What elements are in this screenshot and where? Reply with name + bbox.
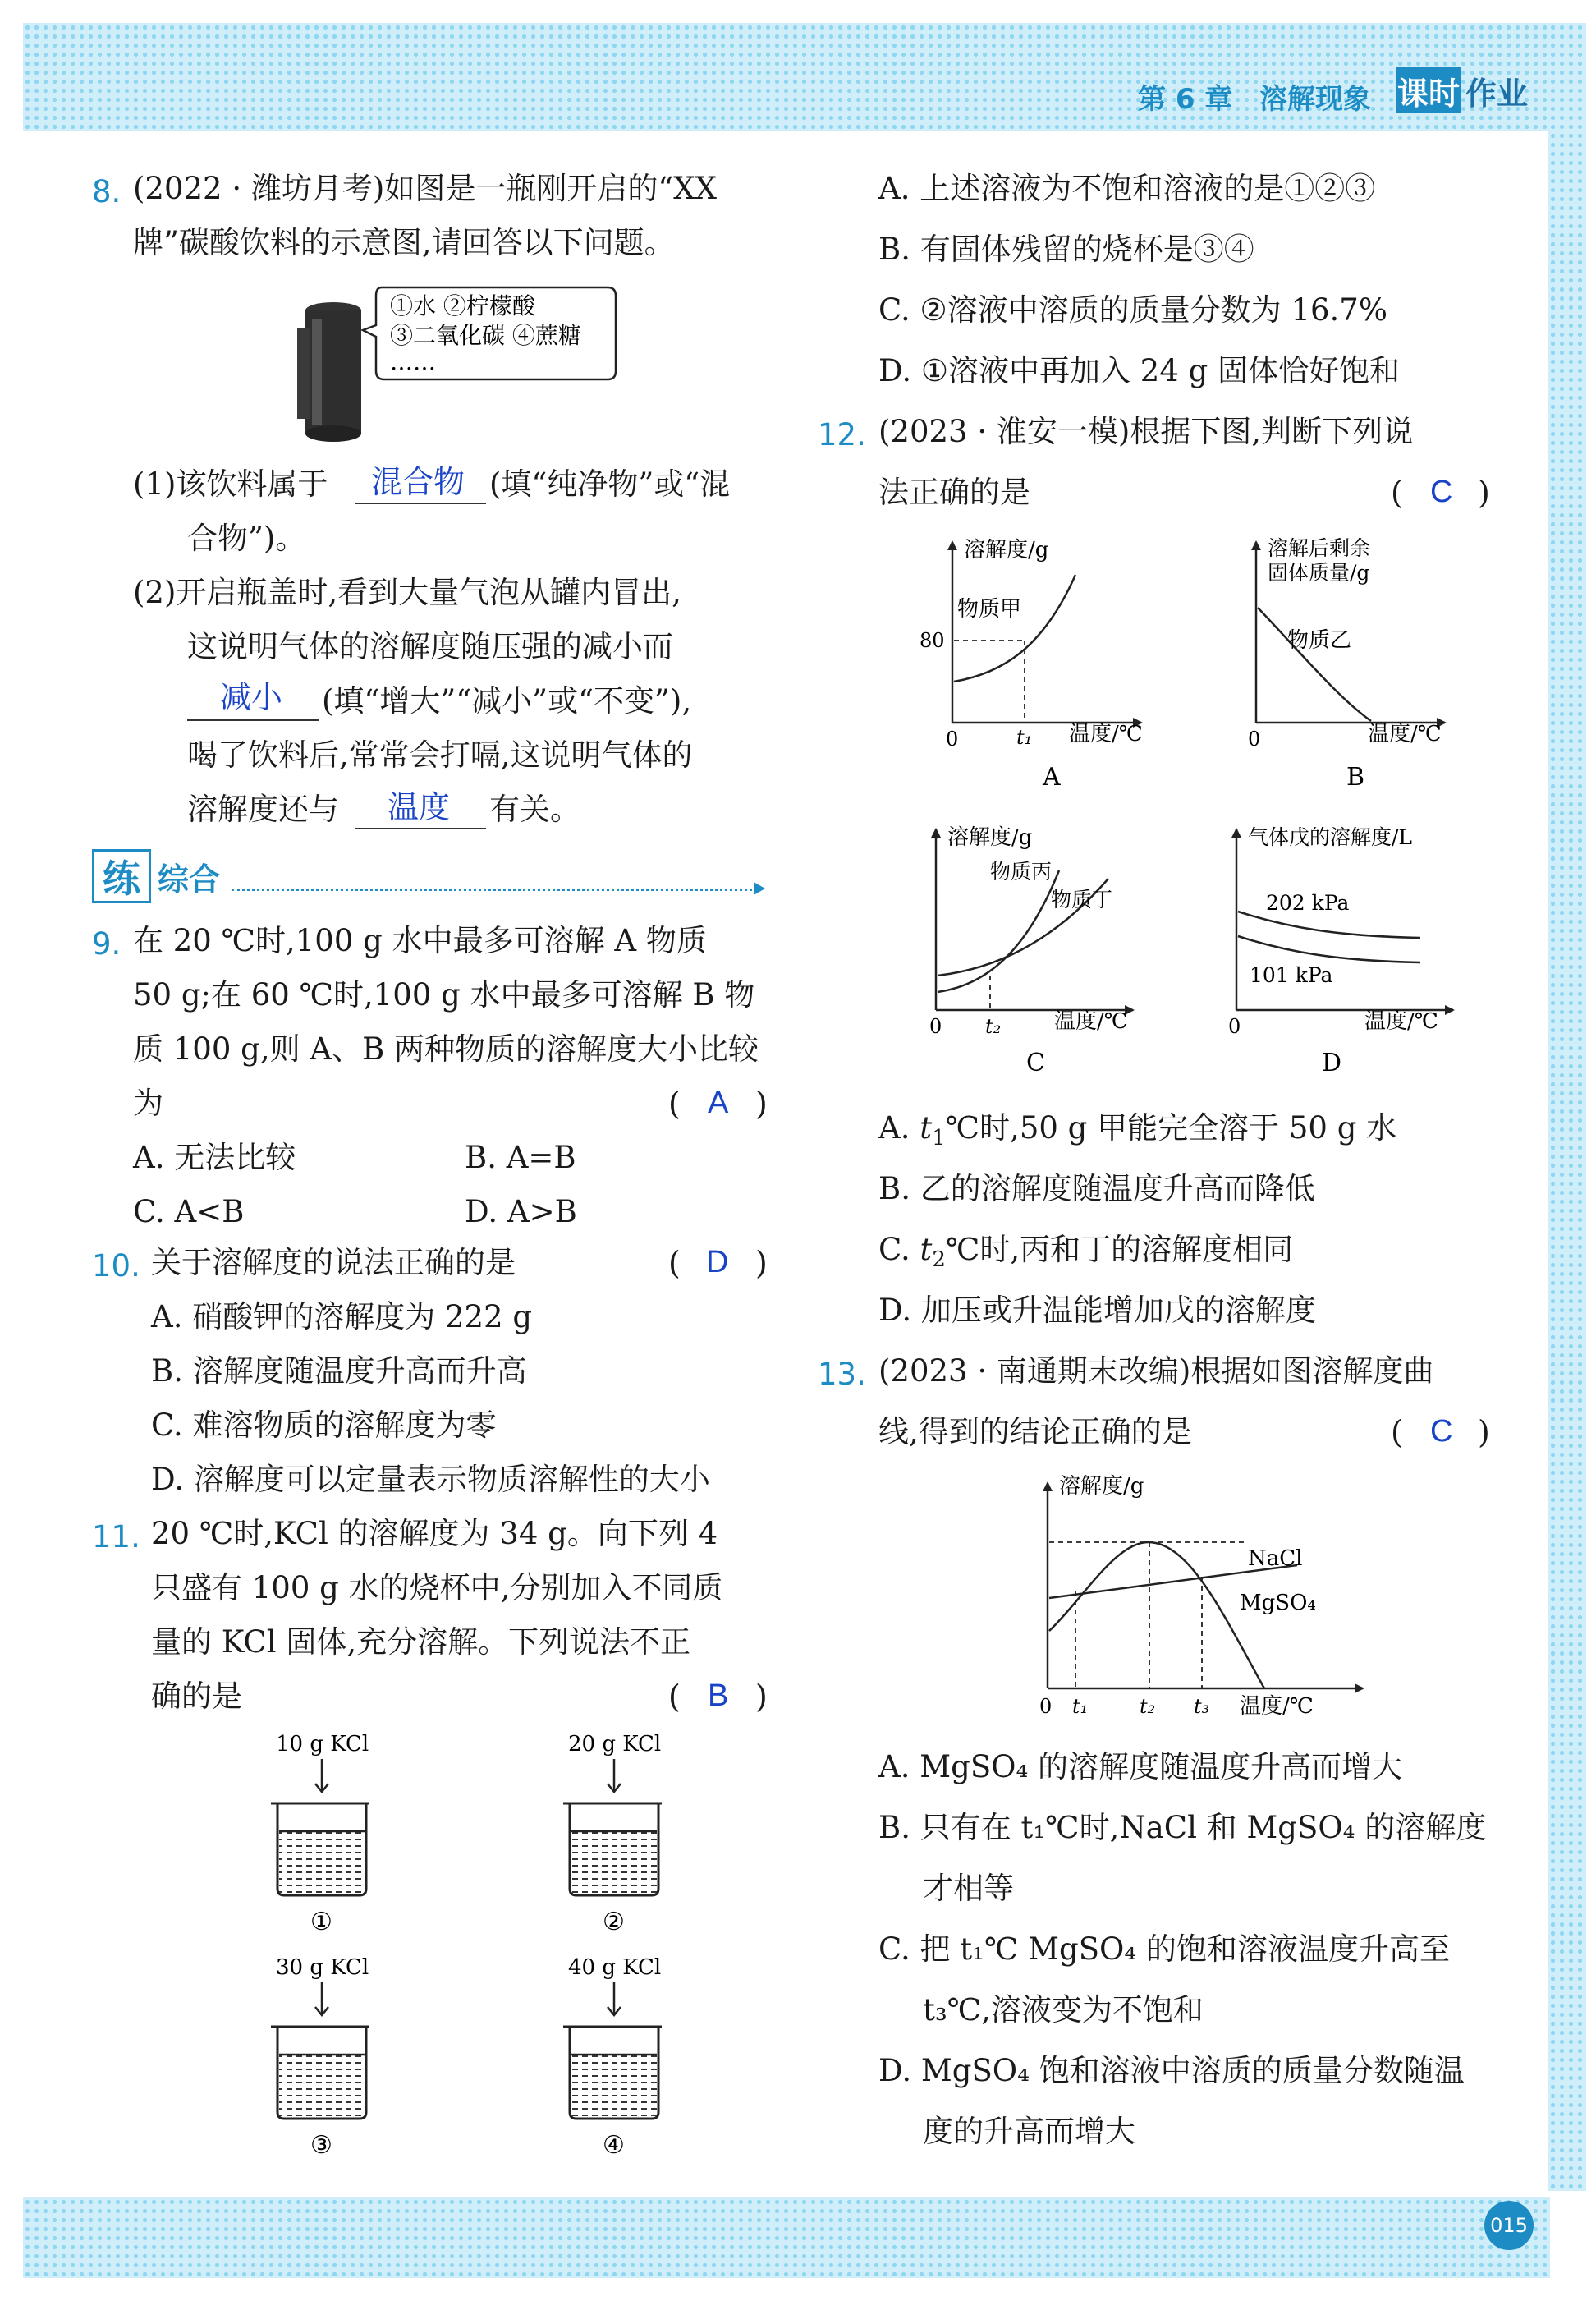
q8-p2-answer1: 减小 (220, 681, 283, 715)
practice-label: 综合 (158, 861, 221, 898)
q9-answer: A (708, 1086, 729, 1120)
q12-option-d: D. 加压或升温能增加戊的溶解度 (878, 1293, 1316, 1328)
graph-a-t1: t₁ (1016, 726, 1033, 749)
right-dot-band (1548, 23, 1586, 2191)
beaker-3-mark: ③ (310, 2131, 332, 2160)
homework-badge-right: 作业 (1465, 75, 1528, 112)
q13-option-a: A. MgSO₄ 的溶解度随温度升高而增大 (878, 1749, 1403, 1784)
q12-answer-paren-right: ) (1478, 475, 1490, 511)
q9-option-d: D. A>B (465, 1194, 577, 1229)
graph-b-ylabel1: 溶解后剩余 (1268, 536, 1371, 560)
beaker-3-label: 30 g KCl (276, 1955, 369, 1980)
q12-option-a: A. $t_1℃$时,50 g 甲能完全溶于 50 g 水 (878, 1110, 1397, 1150)
q8-number: 8. (92, 174, 122, 209)
q8-p2-answer2: 温度 (388, 791, 451, 825)
graph-a-curve-label: 物质甲 (957, 597, 1022, 622)
q9-option-a: A. 无法比较 (133, 1140, 296, 1175)
graph-c-curve1-label: 物质丙 (990, 860, 1053, 884)
q13-mgso4-curve (1049, 1542, 1264, 1688)
q13-option-d-line1: D. MgSO₄ 饱和溶液中溶质的质量分数随温 (878, 2053, 1465, 2088)
q13-graph-t3: t₃ (1194, 1695, 1210, 1718)
beaker-3 (271, 1955, 369, 2160)
soda-can-icon (297, 302, 361, 442)
beaker-1-label: 10 g KCl (276, 1732, 369, 1757)
q13-mgso4-label: MgSO₄ (1240, 1591, 1316, 1615)
q10-option-a: A. 硝酸钾的溶解度为 222 g (151, 1299, 533, 1334)
graph-b-origin: 0 (1248, 728, 1261, 751)
practice-arrow-icon (754, 882, 765, 895)
q12-option-b: B. 乙的溶解度随温度升高而降低 (878, 1171, 1315, 1206)
q12-answer-paren-left: ( (1391, 475, 1403, 511)
q13-answer-paren-right: ) (1478, 1414, 1490, 1450)
q13-option-b-line2: 才相等 (923, 1871, 1014, 1906)
q11-beakers-figure (246, 1724, 706, 2168)
graph-a-curve (954, 575, 1075, 682)
q13-graph-t2: t₂ (1140, 1695, 1156, 1718)
q10-stem: 关于溶解度的说法正确的是 (151, 1245, 516, 1280)
q13-stem-line1: (2023 · 南通期末改编)根据如图溶解度曲 (878, 1353, 1434, 1389)
q13-option-c-line2: t₃℃,溶液变为不饱和 (923, 1992, 1204, 2028)
q13-graph-xlabel: 温度/℃ (1240, 1694, 1314, 1719)
q10-answer-paren-left: ( (668, 1245, 681, 1281)
q12-stem-line2: 法正确的是 (878, 475, 1030, 510)
q13-stem-line2: 线,得到的结论正确的是 (878, 1414, 1192, 1449)
graph-c-origin: 0 (929, 1015, 942, 1038)
graph-b (1248, 536, 1447, 792)
q8-p1-text-a: (1)该饮料属于 (133, 466, 328, 502)
q9-stem-line1: 在 20 ℃时,100 g 水中最多可溶解 A 物质 (133, 923, 707, 958)
graph-d-origin: 0 (1228, 1015, 1241, 1038)
page-number: 015 (1484, 2201, 1534, 2250)
q8-p1-blank (355, 503, 486, 504)
section-title: 溶解现象 (1259, 82, 1371, 116)
beaker-2-label: 20 g KCl (568, 1732, 662, 1757)
q8-p2-text-b: 这说明气体的溶解度随压强的减小而 (187, 629, 673, 664)
graph-c-curve2-label: 物质丁 (1051, 888, 1113, 912)
bubble-line1: ①水 ②柠檬酸 (390, 292, 535, 319)
q8-p2-text-e: 溶解度还与 (187, 792, 339, 827)
beaker-1-mark: ① (310, 1908, 332, 1936)
q13-answer: C (1430, 1414, 1453, 1449)
q11-option-b: B. 有固体残留的烧杯是③④ (878, 232, 1254, 267)
q13-graph-t1: t₁ (1072, 1695, 1089, 1718)
graph-b-xlabel: 温度/℃ (1368, 722, 1442, 746)
graph-a (920, 538, 1143, 792)
q9-number: 9. (92, 926, 122, 962)
graph-c-caption: C (1026, 1049, 1045, 1077)
q8-stem-line1: (2022 · 潍坊月考)如图是一瓶刚开启的“XX (133, 171, 717, 206)
q8-p1-text-b: (填“纯净物”或“混 (489, 466, 731, 502)
q11-option-d: D. ①溶液中再加入 24 g 固体恰好饱和 (878, 353, 1401, 388)
graph-a-caption: A (1043, 763, 1061, 792)
graph-c-ylabel: 溶解度/g (947, 825, 1033, 850)
graph-d-curve-202 (1238, 912, 1420, 938)
q11-answer: B (708, 1679, 729, 1713)
graph-d-xlabel: 温度/℃ (1364, 1009, 1438, 1034)
q12-stem-line1: (2023 · 淮安一模)根据下图,判断下列说 (878, 414, 1414, 449)
practice-icon: 练 (92, 849, 151, 903)
q10-answer-paren-right: ) (755, 1245, 768, 1281)
q8-can-illustration (287, 279, 780, 452)
q9-answer-paren-left: ( (668, 1086, 681, 1122)
bubble-line2: ③二氧化碳 ④蔗糖 (390, 322, 581, 349)
beaker-1 (271, 1732, 369, 1936)
q10-answer: D (706, 1245, 729, 1279)
q12-graphs-figure (895, 526, 1535, 1084)
q8-p1-text-c: 合物”)。 (187, 521, 306, 556)
q13-graph-ylabel: 溶解度/g (1059, 1474, 1144, 1499)
graph-d-ylabel: 气体戊的溶解度/L (1248, 825, 1413, 849)
homework-badge-left: 课时 (1396, 67, 1461, 113)
footer-dot-band (23, 2197, 1550, 2278)
q8-p2-blank1 (187, 719, 319, 721)
q11-stem-line2: 只盛有 100 g 水的烧杯中,分别加入不同质 (151, 1570, 723, 1605)
q13-solubility-graph (1026, 1467, 1387, 1729)
q11-stem-line4: 确的是 (151, 1679, 242, 1714)
q13-option-b-line1: B. 只有在 t₁℃时,NaCl 和 MgSO₄ 的溶解度 (878, 1810, 1487, 1845)
beaker-2 (563, 1732, 662, 1936)
graph-b-curve (1258, 608, 1371, 721)
q8-stem-line2: 牌”碳酸饮料的示意图,请回答以下问题。 (133, 225, 675, 260)
q9-stem-line2: 50 g;在 60 ℃时,100 g 水中最多可溶解 B 物 (133, 977, 755, 1013)
q11-number: 11. (92, 1519, 140, 1555)
graph-d-caption: D (1322, 1049, 1342, 1077)
q12-number: 12. (818, 417, 866, 452)
q13-number: 13. (818, 1357, 866, 1392)
chapter-label: 第 6 章 (1138, 82, 1233, 116)
q9-answer-paren-right: ) (755, 1086, 768, 1122)
q13-option-d-line2: 度的升高而增大 (923, 2114, 1135, 2149)
beaker-4 (563, 1955, 662, 2160)
graph-d-curve-101 (1238, 936, 1420, 962)
practice-dotted-line (232, 889, 757, 891)
q9-stem-line3: 质 100 g,则 A、B 两种物质的溶解度大小比较 (133, 1031, 759, 1067)
graph-d-curve1-label: 202 kPa (1266, 891, 1350, 915)
graph-b-curve-label: 物质乙 (1287, 628, 1352, 653)
graph-d (1228, 825, 1455, 1077)
graph-c (929, 825, 1135, 1077)
q8-p2-text-f: 有关。 (489, 792, 580, 827)
graph-b-ylabel2: 固体质量/g (1268, 561, 1370, 585)
q11-stem-line1: 20 ℃时,KCl 的溶解度为 34 g。向下列 4 (151, 1516, 718, 1551)
graph-b-caption: B (1346, 763, 1365, 792)
graph-c-t2: t₂ (985, 1015, 1002, 1038)
q8-p2-blank2 (355, 828, 486, 829)
q8-p2-text-a: (2)开启瓶盖时,看到大量气泡从罐内冒出, (133, 575, 681, 610)
q9-option-b: B. A=B (465, 1140, 576, 1175)
q10-number: 10. (92, 1248, 140, 1284)
q8-p2-text-d: 喝了饮料后,常常会打嗝,这说明气体的 (187, 737, 693, 773)
graph-d-curve2-label: 101 kPa (1250, 963, 1333, 987)
q11-answer-paren-left: ( (668, 1679, 681, 1715)
graph-a-origin: 0 (946, 728, 959, 751)
graph-a-yvalue: 80 (920, 629, 945, 652)
q9-stem-line4: 为 (133, 1086, 163, 1121)
q11-answer-paren-right: ) (755, 1679, 768, 1715)
q10-option-c: C. 难溶物质的溶解度为零 (151, 1408, 497, 1443)
q13-nacl-label: NaCl (1248, 1546, 1303, 1571)
homework-badge (1396, 67, 1532, 113)
graph-a-ylabel: 溶解度/g (964, 538, 1049, 563)
q11-option-a: A. 上述溶液为不饱和溶液的是①②③ (878, 171, 1376, 206)
q13-graph-origin: 0 (1039, 1695, 1053, 1718)
q11-option-c: C. ②溶液中溶质的质量分数为 16.7% (878, 292, 1387, 328)
q13-option-c-line1: C. 把 t₁℃ MgSO₄ 的饱和溶液温度升高至 (878, 1931, 1450, 1967)
q9-option-c: C. A<B (133, 1194, 245, 1229)
graph-a-xlabel: 温度/℃ (1069, 722, 1143, 746)
graph-c-xlabel: 温度/℃ (1054, 1009, 1128, 1034)
beaker-4-label: 40 g KCl (568, 1955, 662, 1980)
q11-stem-line3: 量的 KCl 固体,充分溶解。下列说法不正 (151, 1624, 691, 1660)
q12-option-c: C. $t_2℃$时,丙和丁的溶解度相同 (878, 1232, 1294, 1272)
beaker-4-mark: ④ (603, 2131, 625, 2160)
q13-answer-paren-left: ( (1391, 1414, 1403, 1450)
q12-answer: C (1430, 475, 1453, 509)
q10-option-b: B. 溶解度随温度升高而升高 (151, 1353, 527, 1389)
bubble-line3: …… (390, 348, 436, 375)
q8-p2-text-c: (填“增大”“减小”或“不变”), (322, 683, 692, 719)
q8-p1-answer: 混合物 (371, 466, 466, 500)
beaker-2-mark: ② (603, 1908, 625, 1936)
q10-option-d: D. 溶解度可以定量表示物质溶解性的大小 (151, 1462, 710, 1497)
